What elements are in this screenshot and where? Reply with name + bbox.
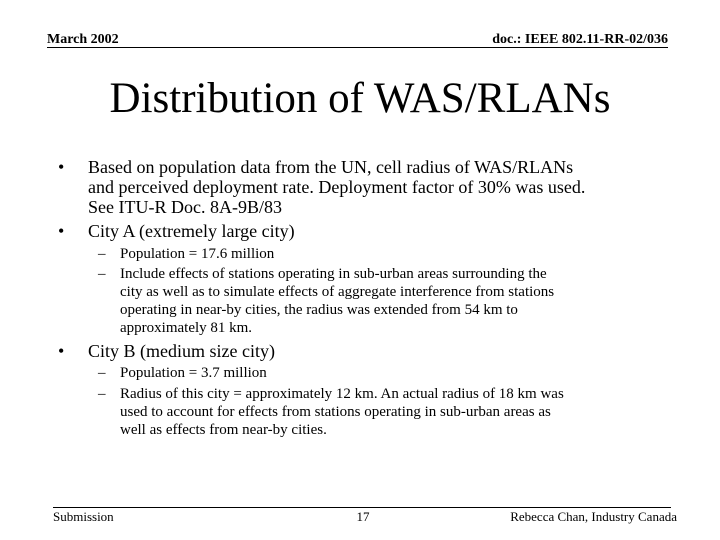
sub-bullet-dash: – [98, 365, 106, 381]
header-date: March 2002 [47, 32, 119, 47]
bullet-text-line: City B (medium size city) [88, 341, 275, 361]
sub-bullet-text-line: Include effects of stations operating in sub-urban areas surrounding the [120, 266, 547, 282]
header-doc-id: doc.: IEEE 802.11-RR-02/036 [492, 32, 668, 47]
footer-page-number: 17 [356, 509, 370, 524]
bullet-text-line: Based on population data from the UN, cell radius of WAS/RLANs [88, 157, 574, 177]
bullet-text [88, 157, 668, 217]
bullet-text-line: and perceived deployment rate. Deployment factor of 30% was used. [88, 177, 586, 197]
footer-author: Rebecca Chan, Industry Canada [510, 509, 677, 524]
sub-bullet-text-line: well as effects from near-by cities. [120, 422, 327, 438]
bullet-symbol: • [58, 341, 65, 361]
sub-bullet-text-line: Population = 17.6 million [120, 246, 275, 262]
bullet-text [88, 221, 668, 241]
bullet-symbol: • [58, 221, 65, 241]
sub-bullet-text-line: operating in near-by cities, the radius was extended from 54 km to [120, 302, 518, 318]
sub-bullet-dash: – [98, 246, 106, 262]
sub-bullet-dash: – [98, 386, 106, 402]
sub-bullet-text-line: Radius of this city = approximately 12 km. An actual radius of 18 km was [120, 386, 564, 402]
bullet-symbol: • [58, 157, 65, 177]
sub-bullet-text [120, 245, 665, 263]
header-divider [47, 47, 668, 48]
sub-bullet-text-line: used to account for effects from stations operating in sub-urban areas as [120, 404, 551, 420]
sub-bullet-text [120, 364, 665, 382]
sub-bullet-text-line: city as well as to simulate effects of aggregate interference from stations [120, 284, 555, 300]
sub-bullet-dash: – [98, 266, 106, 282]
bullet-text-line: See ITU-R Doc. 8A-9B/83 [88, 197, 282, 217]
sub-bullet-text-line: approximately 81 km. [120, 320, 253, 336]
bullet-text [88, 341, 668, 361]
slide-title: Distribution of WAS/RLANs [109, 75, 611, 122]
bullet-text-line: City A (extremely large city) [88, 221, 295, 241]
footer-submission: Submission [53, 509, 114, 524]
sub-bullet-text [120, 385, 665, 439]
footer-divider [53, 507, 671, 508]
sub-bullet-text [120, 265, 665, 337]
sub-bullet-text-line: Population = 3.7 million [120, 365, 267, 381]
